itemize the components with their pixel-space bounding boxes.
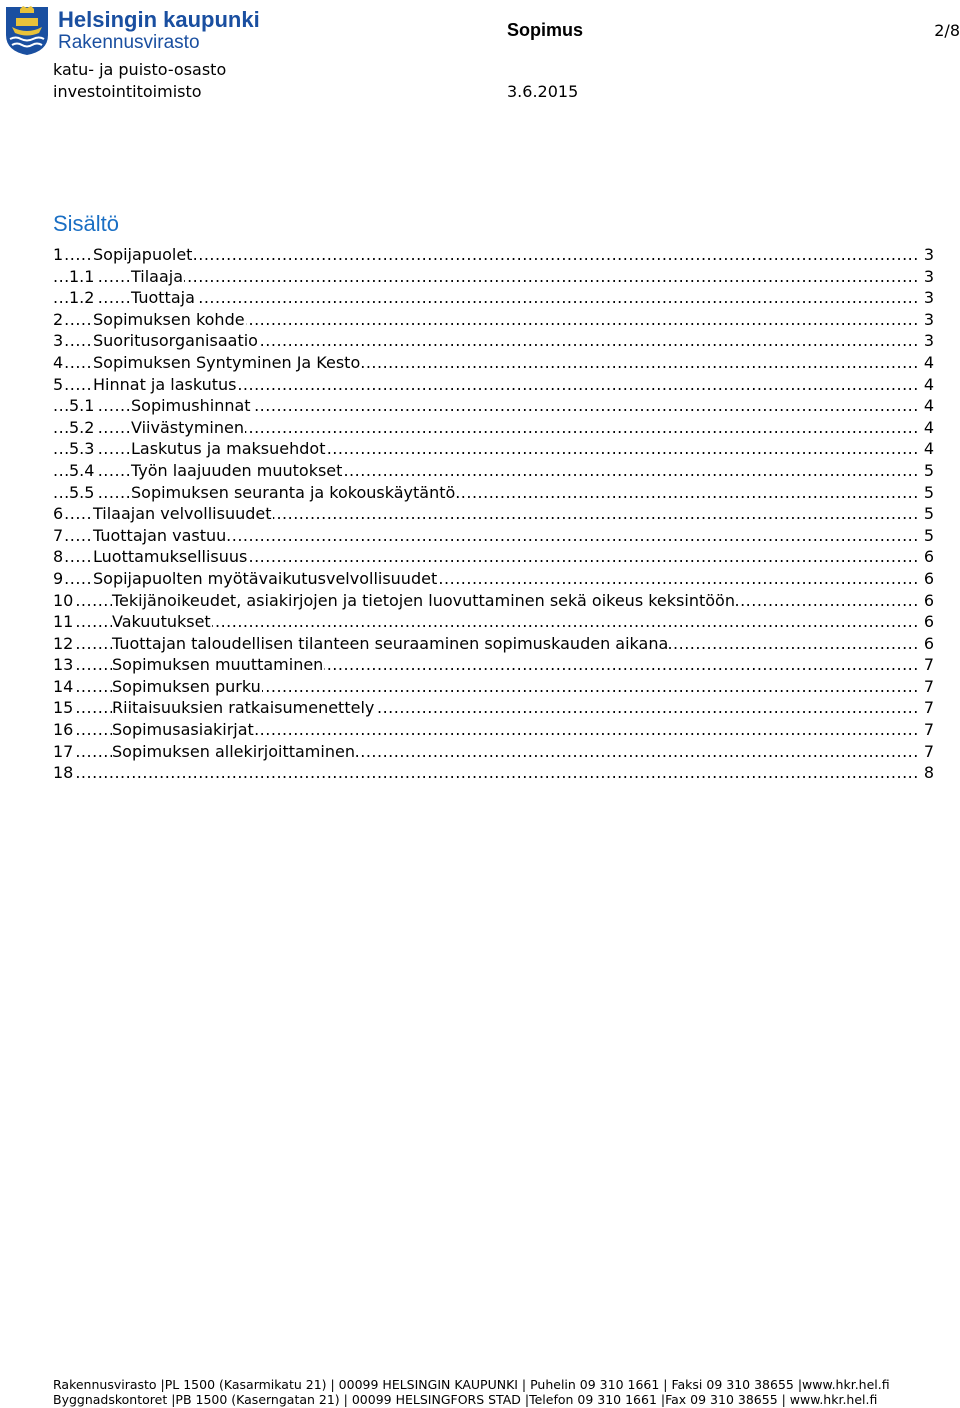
toc-entry-page: 3 [919,244,934,265]
toc-entry-number: 17 [53,741,74,761]
toc-entry[interactable] [53,503,934,525]
toc-entry[interactable] [53,417,934,439]
toc-entry[interactable] [53,395,934,417]
toc-entry[interactable] [53,568,934,590]
toc-entry-title: Tuottajan taloudellisen tilanteen seuraaminen sopimuskauden aikana [112,633,669,653]
toc-entry-page: 4 [919,374,934,395]
toc-entry[interactable] [53,719,934,741]
toc-entry-page: 4 [919,395,934,416]
toc-entry-number: 3 [53,331,64,351]
department-name: Rakennusvirasto [58,32,200,53]
toc-entry-page: 7 [919,741,934,762]
toc-entry-page: 5 [919,460,934,481]
toc-entry-number: 10 [53,590,74,610]
toc-entry[interactable] [53,330,934,352]
toc-entry-title: Sopimusasiakirjat [112,720,254,740]
toc-entry[interactable] [53,287,934,309]
toc-entry[interactable] [53,590,934,612]
toc-entry-title: Sopimuksen seuranta ja kokouskäytäntö [131,482,456,502]
toc-entry-title: Työn laajuuden muutokset [131,460,343,480]
toc-entry[interactable] [53,697,934,719]
toc-entry-title: Tuottaja [131,288,195,308]
toc-entry[interactable] [53,654,934,676]
toc-entry-page: 3 [919,287,934,308]
toc-entry-page: 6 [919,568,934,589]
toc-entry-number: 1.1 [69,266,95,286]
toc-entry-title: Riitaisuuksien ratkaisumenettely [112,698,375,718]
toc-entry-page: 3 [919,266,934,287]
toc-entry[interactable] [53,482,934,504]
toc-entry-title: Vakuutukset [112,612,211,632]
toc-entry[interactable] [53,525,934,547]
toc-entry-title: Hinnat ja laskutus [93,374,237,394]
footer-line-fi: Rakennusvirasto |PL 1500 (Kasarmikatu 21) | 00099 HELSINGIN KAUPUNKI | Puhelin 09 310 1661 | Faksi 09 310 38655 |www.hkr.hel.fi [53,1377,890,1392]
toc-entry-page: 7 [919,676,934,697]
toc-entry[interactable] [53,741,934,763]
toc-entry-page: 5 [919,525,934,546]
toc-entry-number: 7 [53,525,64,545]
toc-entry-number: 5.4 [69,460,95,480]
toc-entry[interactable] [53,374,934,396]
toc-entry-title: Tuottajan vastuu [93,525,227,545]
toc-entry-page: 5 [919,503,934,524]
toc-entry-title: Sopijapuolet [93,245,193,264]
toc-entry[interactable] [53,438,934,460]
toc-entry-page: 4 [919,352,934,373]
toc-entry-number: 5.1 [69,396,95,416]
toc-entry-number: 6 [53,504,64,524]
division-name: katu- ja puisto-osasto [53,60,227,79]
toc-entry[interactable] [53,309,934,331]
toc-entry-number: 18 [53,763,74,783]
helsinki-coat-of-arms-icon [4,5,50,57]
toc-entry-title: Tekijänoikeudet, asiakirjojen ja tietojen luovuttaminen sekä oikeus keksintöön [112,590,735,610]
toc-entry-number: 1.2 [69,288,95,308]
toc-entry-page: 6 [919,633,934,654]
toc-entry-title: Sopimuksen purku [112,676,261,696]
toc-entry-number: 9 [53,568,64,588]
toc-entry-page: 8 [919,762,934,783]
toc-entry[interactable] [53,352,934,374]
toc-entry-page: 3 [919,309,934,330]
toc-entry-title: Tilaajan velvollisuudet [93,504,272,524]
toc-entry-title: Suoritusorganisaatio [93,331,258,351]
toc-entry[interactable] [53,676,934,698]
toc-entry-page: 4 [919,417,934,438]
toc-entry[interactable] [53,633,934,655]
toc-entry-number: 5.2 [69,417,95,437]
toc-entry-title: Viivästyminen [131,417,244,437]
office-name: investointitoimisto [53,82,202,101]
document-title: Sopimus [507,20,584,40]
toc-entry[interactable] [53,266,934,288]
toc-entry-title: Sopimuksen muuttaminen [112,655,324,675]
toc-entry-number: 12 [53,633,74,653]
toc-entry[interactable] [53,611,934,633]
toc-entry-title: Luottamuksellisuus [93,547,248,567]
toc-entry-title: Sopimuksen allekirjoittaminen [112,741,355,761]
toc-entry-title: Sopimuksen kohde [93,309,245,329]
toc-entry-title: Sopimuksen Syntyminen Ja Kesto [93,352,361,372]
toc-entry-page: 6 [919,611,934,632]
toc-entry-page: 5 [919,482,934,503]
toc-entry-number: 8 [53,547,64,567]
toc-entry-number: 11 [53,612,74,632]
toc-entry-number: 16 [53,720,74,740]
toc-entry-number: 5 [53,374,64,394]
table-of-contents [53,244,934,784]
toc-entry[interactable] [53,546,934,568]
toc-entry-number: 14 [53,676,74,696]
toc-entry-number: 2 [53,309,64,329]
org-name: Helsingin kaupunki [58,7,260,32]
toc-entry-number: 15 [53,698,74,718]
toc-entry-page: 7 [919,654,934,675]
toc-heading: Sisältö [53,211,120,236]
page-number: 2/8 [934,21,960,40]
toc-entry[interactable] [53,762,934,784]
toc-entry-title: Sopijapuolten myötävaikutusvelvollisuudet [93,568,438,588]
toc-entry-number: 1 [53,245,64,264]
toc-entry-page: 3 [919,330,934,351]
toc-entry[interactable] [53,460,934,482]
toc-entry-page: 7 [919,719,934,740]
toc-entry-title: Sopimushinnat [131,396,251,416]
toc-entry-number: 5.5 [69,482,95,502]
toc-entry-page: 6 [919,546,934,567]
toc-entry-page: 7 [919,697,934,718]
footer-line-sv: Byggnadskontoret |PB 1500 (Kaserngatan 21) | 00099 HELSINGFORS STAD |Telefon 09 310 1661 |Fax 09 310 38655 | www.hkr.hel.fi [53,1392,878,1407]
toc-entry-page: 4 [919,438,934,459]
toc-entry-number: 13 [53,655,74,675]
toc-entry-title: Laskutus ja maksuehdot [131,439,326,459]
toc-entry-page: 6 [919,590,934,611]
toc-entry-number: 5.3 [69,439,95,459]
toc-entry-title: Tilaaja [131,266,184,286]
document-date: 3.6.2015 [507,82,579,101]
toc-entry-number: 4 [53,352,64,372]
toc-entry[interactable] [53,244,934,266]
